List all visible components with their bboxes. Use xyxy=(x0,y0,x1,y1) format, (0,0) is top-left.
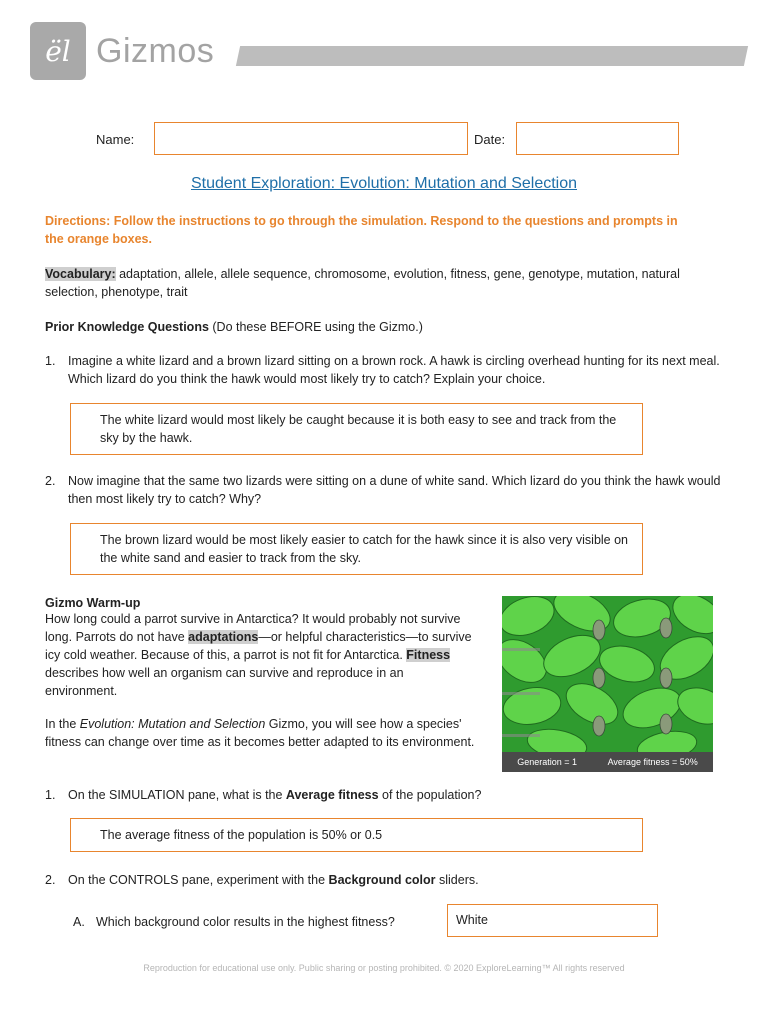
name-field[interactable] xyxy=(154,122,468,155)
adaptations-term: adaptations xyxy=(188,630,259,644)
warmup-paragraph-1 xyxy=(45,610,475,700)
vocabulary xyxy=(45,265,715,301)
warmup-text: Gizmo, you will see how a species' fitness can change over time as it becomes better adapted to its environment. xyxy=(45,717,475,749)
question-text: Now imagine that the same two lizards were sitting on a dune of white sand. Which lizard do you think the hawk would then most likely try to catch? Why? xyxy=(68,474,721,506)
question-number: 2. xyxy=(45,474,56,488)
question-number: 2. xyxy=(45,873,56,887)
question-text xyxy=(68,871,725,889)
question-text: Imagine a white lizard and a brown lizard sitting on a brown rock. A hawk is circling overhead hunting for its next meal. Which lizard do you think the hawk would most likely try to catch? Explain your choice. xyxy=(68,354,720,386)
question-text xyxy=(68,786,725,804)
warmup-answer-1[interactable]: The average fitness of the population is 50% or 0.5 xyxy=(70,818,643,852)
copyright-footer: Reproduction for educational use only. Public sharing or posting prohibited. © 2020 ExploreLearning™ All rights reserved xyxy=(143,963,625,973)
warmup-text: —or helpful characteristics—to survive icy cold weather. Because of this, a parrot is not fit for Antarctica. xyxy=(45,630,472,662)
prior-knowledge-heading xyxy=(45,318,715,336)
prior-answer-1[interactable]: The white lizard would most likely be caught because it is both easy to see and track from the sky by the hawk. xyxy=(70,403,643,455)
question-text-part: sliders. xyxy=(435,873,479,887)
gizmo-name: Evolution: Mutation and Selection xyxy=(79,717,266,731)
prior-knowledge-title: Prior Knowledge Questions xyxy=(45,320,209,334)
date-label: Date: xyxy=(474,132,506,147)
question-text-bold: Background color xyxy=(328,873,436,887)
question-text-part: of the population? xyxy=(378,788,482,802)
vocabulary-label: Vocabulary: xyxy=(45,267,116,281)
question-text-bold: Average fitness xyxy=(285,788,379,802)
warmup-paragraph-2 xyxy=(45,715,475,751)
prior-answer-2[interactable]: The brown lizard would be most likely easier to catch for the hawk since it is also very visible on the white sand and easier to track from the sky. xyxy=(70,523,643,575)
warmup-subquestion-a xyxy=(73,913,433,931)
header-bar xyxy=(236,46,748,66)
brand-name: Gizmos xyxy=(96,32,215,70)
question-text-part: On the SIMULATION pane, what is the xyxy=(68,788,286,802)
warmup-question-1 xyxy=(45,786,725,804)
warmup-text: describes how well an organism can survive and reproduce in an environment. xyxy=(45,666,404,698)
vocabulary-terms: adaptation, allele, allele sequence, chromosome, evolution, fitness, gene, genotype, mutation, natural selection, phenotype, trait xyxy=(45,267,680,299)
leaf-background xyxy=(502,596,713,752)
warmup-question-2 xyxy=(45,871,725,889)
subquestion-a-answer[interactable]: White xyxy=(447,904,658,937)
prior-question-2 xyxy=(45,472,725,508)
date-field[interactable] xyxy=(516,122,679,155)
simulation-screenshot xyxy=(502,596,713,772)
name-date-row xyxy=(96,122,696,156)
prior-knowledge-note: (Do these BEFORE using the Gizmo.) xyxy=(208,320,423,334)
fitness-readout: Average fitness = 50% xyxy=(607,757,698,767)
subquestion-text: Which background color results in the highest fitness? xyxy=(96,915,395,929)
warmup-text: How long could a parrot survive in Antarctica? It would probably not survive long. Parrots do not have xyxy=(45,612,461,644)
generation-readout: Generation = 1 xyxy=(517,757,578,767)
warmup-title: Gizmo Warm-up xyxy=(45,596,141,610)
subquestion-letter: A. xyxy=(73,915,85,929)
directions: Directions: Follow the instructions to go through the simulation. Respond to the questions and prompts in the orange boxes. xyxy=(45,214,678,246)
gizmos-header xyxy=(30,22,750,82)
logo-glyph: ël xyxy=(45,34,71,68)
question-number: 1. xyxy=(45,354,56,368)
question-text-part: On the CONTROLS pane, experiment with the xyxy=(68,873,329,887)
name-label: Name: xyxy=(96,132,135,147)
simulation-caption xyxy=(502,752,713,772)
prior-question-1 xyxy=(45,352,725,388)
explorelearning-logo xyxy=(30,22,86,80)
page-title: Student Exploration: Evolution: Mutation and Selection xyxy=(190,175,578,192)
warmup-text: In the xyxy=(45,717,80,731)
fitness-term: Fitness xyxy=(406,648,451,662)
question-number: 1. xyxy=(45,788,56,802)
